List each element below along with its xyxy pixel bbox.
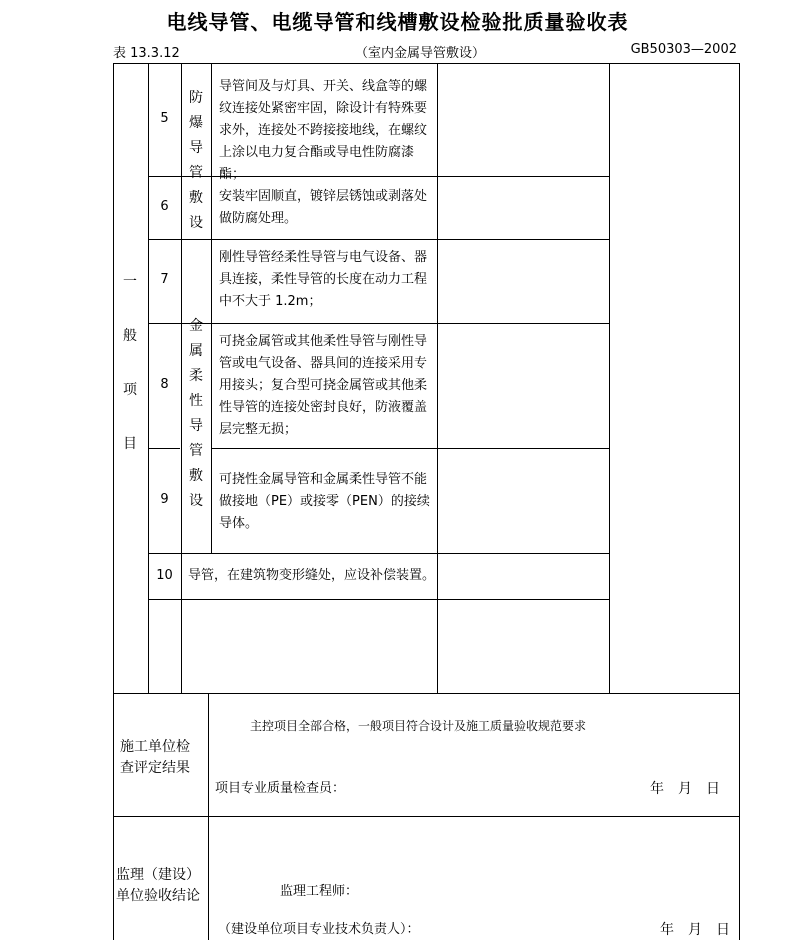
construction-check-label: 施工单位检查评定结果: [120, 739, 190, 776]
table-number: 表 13.3.12: [113, 46, 180, 61]
item-requirement: 可挠性金属导管和金属柔性导管不能做接地（PE）或接零（PEN）的接续导体。: [219, 472, 430, 531]
supervision-acceptance-label: 监理（建设）单位验收结论: [116, 867, 200, 904]
item-number: 10: [156, 568, 173, 583]
form-subtitle: （室内金属导管敷设）: [354, 46, 485, 61]
item-number: 5: [160, 111, 169, 126]
item-requirement: 导管间及与灯具、开关、线盒等的螺纹连接处紧密牢固，除设计有特殊要求外，连接处不跨接接地线，在螺纹上涂以电力复合酯或导电性防腐漆酯；: [219, 79, 428, 182]
supervising-engineer-label: 监理工程师：: [280, 884, 359, 899]
category-label: 一 般 项 目: [123, 274, 137, 452]
group-label-explosion-proof: 防 爆 导 管 敷 设: [189, 90, 203, 231]
item-requirement: 刚性导管经柔性导管与电气设备、器具连接，柔性导管的长度在动力工程中不大于 1.2m；: [219, 250, 428, 309]
construction-date: 年 月 日: [650, 781, 720, 797]
item-requirement: 安装牢固顺直，镀锌层锈蚀或剥落处做防腐处理。: [219, 189, 428, 226]
item-requirement: 导管，在建筑物变形缝处，应设补偿装置。: [188, 568, 436, 583]
quality-inspector-label: 项目专业质量检查员：: [215, 781, 346, 796]
standard-code: GB50303—2002: [630, 42, 737, 57]
item-number: 9: [160, 492, 169, 507]
item-requirement: 可挠金属管或其他柔性导管与刚性导管或电气设备、器具间的连接采用专用接头；复合型可挠金属管或其他柔性导管的连接处密封良好，防液覆盖层完整无损；: [219, 334, 428, 437]
construction-result: 主控项目全部合格，一般项目符合设计及施工质量验收规范要求: [250, 719, 587, 733]
item-number: 8: [160, 377, 169, 392]
form-title: 电线导管、电缆导管和线槽敷设检验批质量验收表: [166, 10, 629, 34]
group-label-flexible-conduit: 金 属 柔 性 导 管 敷 设: [189, 318, 203, 509]
item-number: 7: [160, 272, 169, 287]
owner-representative-label: （建设单位项目专业技术负责人）：: [218, 922, 420, 937]
item-number: 6: [160, 199, 169, 214]
supervision-date: 年 月 日: [660, 922, 730, 938]
